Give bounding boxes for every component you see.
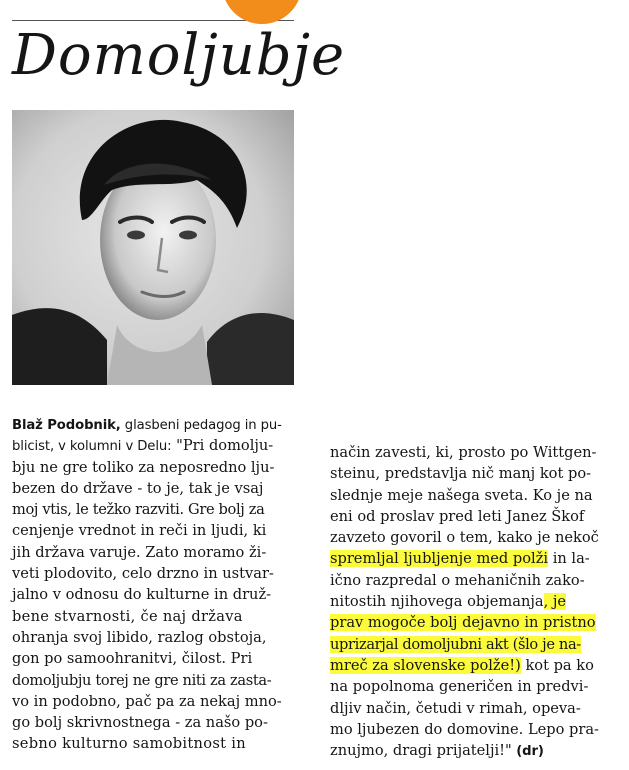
- text-span: eni od proslav pred leti Janez Škof: [330, 507, 585, 525]
- text-span: bezen do države - to je, tak je vsaj: [12, 479, 264, 497]
- article-column-right: [330, 442, 620, 761]
- text-line: [330, 548, 620, 569]
- text-line: [12, 478, 294, 499]
- portrait-photo: [12, 110, 294, 385]
- text-span: (dr): [511, 744, 544, 760]
- text-span: steinu, predstavlja nič manj kot po-: [330, 465, 592, 483]
- text-span: in la-: [548, 550, 590, 568]
- text-line: [330, 634, 620, 655]
- text-line: [12, 435, 294, 456]
- article-column-left: [12, 414, 294, 755]
- text-line: [12, 606, 294, 627]
- text-span: cenjenje vrednot in reči in ljudi, ki: [12, 522, 267, 540]
- text-line: [12, 542, 294, 563]
- text-span: moj vtis, le težko razviti. Gre bolj za: [12, 501, 265, 519]
- text-line: [12, 414, 294, 435]
- text-line: [12, 457, 294, 478]
- highlighted-text: uprizarjal domoljubni akt (šlo je na-: [330, 635, 581, 653]
- text-span: vo in podobno, pač pa za nekaj mno-: [12, 692, 282, 710]
- text-span: mo ljubezen do domovine. Lepo pra-: [330, 720, 599, 738]
- text-line: [330, 527, 620, 548]
- text-line: [12, 733, 294, 754]
- text-span: način zavesti, ki, prosto po Wittgen-: [330, 444, 597, 461]
- text-span: blicist, v kolumni v Delu:: [12, 439, 172, 455]
- text-span: jalno v odnosu do kulturne in druž-: [12, 586, 272, 604]
- text-line: [330, 570, 620, 591]
- text-line: [330, 740, 620, 761]
- text-span: bju ne gre toliko za neposredno lju-: [12, 458, 275, 476]
- text-line: [330, 591, 620, 612]
- text-line: [330, 485, 620, 506]
- text-line: [12, 670, 294, 691]
- text-span: veti plodovito, celo drzno in ustvar-: [12, 565, 274, 583]
- text-span: kot pa ko: [520, 656, 594, 674]
- text-line: [330, 655, 620, 676]
- headline: Domoljubje: [12, 23, 346, 88]
- text-span: "Pri domolju-: [171, 437, 274, 455]
- text-line: [12, 520, 294, 541]
- text-span: zavzeto govoril o tem, kako je nekoč: [330, 529, 599, 547]
- text-line: [12, 563, 294, 584]
- highlighted-text: , je: [543, 593, 567, 611]
- text-line: [12, 499, 294, 520]
- text-span: ohranja svoj libido, razlog obstoja,: [12, 628, 267, 646]
- text-span: sebno kulturno samobitnost in: [12, 735, 246, 753]
- text-span: glasbeni pedagog in pu-: [120, 418, 282, 433]
- text-line: [12, 584, 294, 605]
- text-line: [12, 691, 294, 712]
- text-span: dljiv način, četudi v rimah, opeva-: [330, 699, 581, 717]
- highlighted-text: prav mogoče bolj dejavno in pristno: [330, 614, 596, 632]
- text-span: gon po samoohranitvi, čilost. Pri: [12, 650, 253, 668]
- text-span: go bolj skrivnostnega - za našo po-: [12, 714, 268, 732]
- text-span: znujmo, dragi prijatelji!": [330, 742, 512, 760]
- text-span: domoljubju torej ne gre niti za zasta-: [12, 671, 272, 689]
- highlighted-text: spremljal ljubljenje med polži: [330, 550, 549, 568]
- text-span: nitostih njihovega objemanja: [330, 593, 544, 611]
- text-span: ično razpredal o mehaničnih zako-: [330, 571, 585, 589]
- text-line: [330, 612, 620, 633]
- text-line: [12, 648, 294, 669]
- text-span: Blaž Podobnik,: [12, 418, 121, 433]
- text-span: bene stvarnosti, če naj država: [12, 607, 243, 625]
- text-span: slednje meje našega sveta. Ko je na: [330, 486, 593, 504]
- text-line: [330, 463, 620, 484]
- text-line: [12, 627, 294, 648]
- text-line: [330, 719, 620, 740]
- text-span: jih država varuje. Zato moramo ži-: [12, 543, 267, 561]
- text-line: [330, 676, 620, 697]
- text-line: [330, 698, 620, 719]
- highlighted-text: mreč za slovenske polže!): [330, 656, 521, 674]
- text-line: [330, 506, 620, 527]
- text-span: na popolnoma generičen in predvi-: [330, 678, 589, 696]
- text-line: [330, 442, 620, 463]
- text-line: [12, 712, 294, 733]
